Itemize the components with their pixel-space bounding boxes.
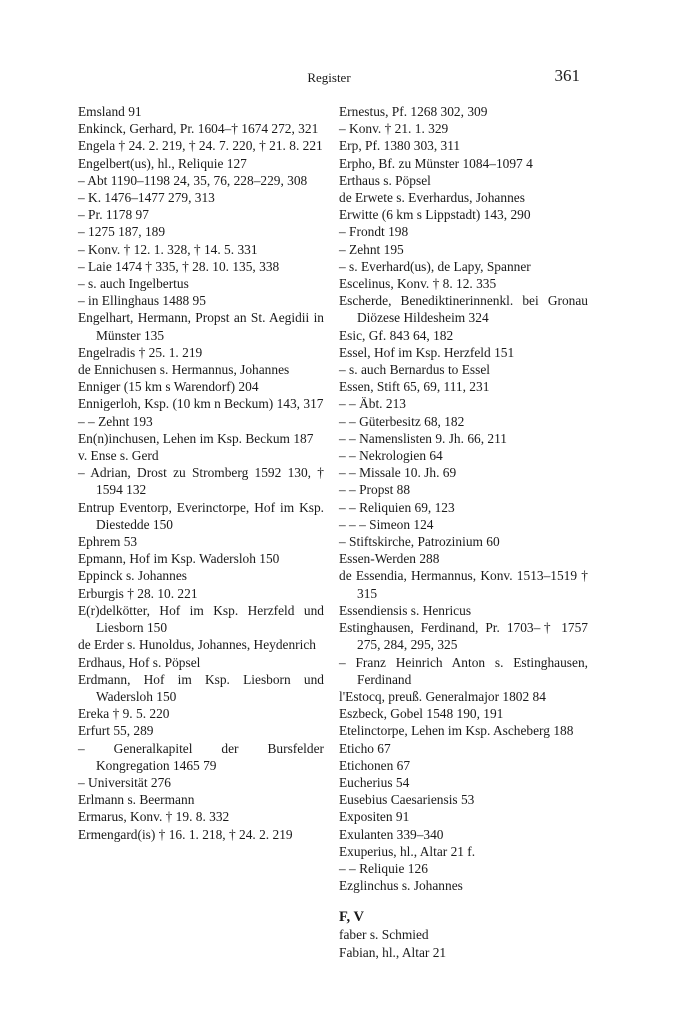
index-entry: Essen, Stift 65, 69, 111, 231 [339,379,490,395]
index-entry: Eucherius 54 [339,774,410,790]
index-entry: Exuperius, hl., Altar 21 f. [339,843,476,859]
index-entry: Eppinck s. Johannes [78,568,187,584]
index-entry: Escelinus, Konv. † 8. 12. 335 [339,276,497,292]
index-entry: Erthaus s. Pöpsel [339,172,431,188]
index-entry: – 1275 187, 189 [78,224,166,240]
index-entry: – s. auch Bernardus to Essel [339,362,490,378]
index-entry: Etelinctorpe, Lehen im Ksp. Ascheberg 188 [339,723,574,739]
index-entry: – Laie 1474 † 335, † 28. 10. 135, 338 [78,258,280,274]
index-entry: Expositen 91 [339,809,410,825]
index-entry: Engelradis † 25. 1. 219 [78,344,203,360]
index-entry: Ermengard(is) † 16. 1. 218, † 24. 2. 219 [78,826,293,842]
index-entry: v. Ense s. Gerd [78,448,159,464]
index-entry: Etichonen 67 [339,757,411,773]
index-entry: Essendiensis s. Henricus [339,602,472,618]
index-entry: Ezglinchus s. Johannes [339,878,463,894]
section-heading: F, V [339,909,364,926]
index-entry: – – Reliquie 126 [339,860,428,876]
index-entry: Engela † 24. 2. 219, † 24. 7. 220, † 21. 8. 221 [78,138,323,154]
index-entry: Ephrem 53 [78,534,138,550]
index-entry: – – Reliquien 69, 123 [339,499,455,515]
index-entry: faber s. Schmied [339,927,429,943]
index-entry: Escherde, Benediktinerinnenkl. bei Gronau Diözese Hildesheim 324 [339,293,588,326]
index-entry: Erburgis † 28. 10. 221 [78,585,198,601]
index-entry: de Erder s. Hunoldus, Johannes, Heydenrich [78,637,316,653]
index-entry: – Adrian, Drost zu Stromberg 1592 130, † 1594 132 [78,465,324,498]
index-entry: Ermarus, Konv. † 19. 8. 332 [78,809,230,825]
index-entry: Enkinck, Gerhard, Pr. 1604–† 1674 272, 321 [78,121,319,137]
index-entry: – – Güterbesitz 68, 182 [339,413,465,429]
index-entry: de Erwete s. Everhardus, Johannes [339,190,525,206]
running-head: Register [307,70,351,85]
index-entry: – Konv. † 12. 1. 328, † 14. 5. 331 [78,241,258,257]
index-entry: Engelbert(us), hl., Reliquie 127 [78,155,247,171]
index-entry: l'Estocq, preuß. Generalmajor 1802 84 [339,688,546,704]
page-number: 361 [554,66,580,85]
index-entry: Erp, Pf. 1380 303, 311 [339,138,461,154]
index-entry: Fabian, hl., Altar 21 [339,944,447,960]
index-entry: – – Äbt. 213 [339,396,406,412]
index-entry: Exulanten 339–340 [339,826,444,842]
index-entry: – Zehnt 195 [339,241,404,257]
index-entry: – Universität 276 [78,774,171,790]
index-entry: Erdmann, Hof im Ksp. Liesborn und Wadersloh 150 [78,671,324,704]
index-entry: Eticho 67 [339,740,391,756]
index-entry: Emsland 91 [78,104,142,119]
index-entry: – – Missale 10. Jh. 69 [339,465,457,481]
index-entry: Ernestus, Pf. 1268 302, 309 [339,104,488,119]
index-entry: – – Namenslisten 9. Jh. 66, 211 [339,430,507,446]
index-entry: Enniger (15 km s Warendorf) 204 [78,379,259,395]
index-entry: Erlmann s. Beermann [78,792,195,808]
index-entry: Epmann, Hof im Ksp. Wadersloh 150 [78,551,280,567]
index-entry: Estinghausen, Ferdinand, Pr. 1703–† 1757 275, 284, 295, 325 [339,620,588,653]
index-entry: – Pr. 1178 97 [78,207,149,223]
index-entry: Erfurt 55, 289 [78,723,154,739]
index-entry: – in Ellinghaus 1488 95 [78,293,206,309]
index-entry: En(n)inchusen, Lehen im Ksp. Beckum 187 [78,430,314,446]
index-entry: – s. Everhard(us), de Lapy, Spanner [339,258,531,274]
index-entry: Erpho, Bf. zu Münster 1084–1097 4 [339,155,533,171]
index-entry: Essen-Werden 288 [339,551,440,567]
index-entry: – – – Simeon 124 [339,516,434,532]
index-entry: Eusebius Caesariensis 53 [339,792,475,808]
index-entry: – s. auch Ingelbertus [78,276,189,292]
index-entry: Engelhart, Hermann, Propst an St. Aegidii in Münster 135 [78,310,324,343]
index-column-left [78,103,324,843]
index-entry: Essel, Hof im Ksp. Herzfeld 151 [339,344,515,360]
index-entry: – Generalkapitel der Bursfelder Kongregation 1465 79 [78,740,324,773]
index-entry: Esic, Gf. 843 64, 182 [339,327,454,343]
index-entry: Ennigerloh, Ksp. (10 km n Beckum) 143, 317 [78,396,324,412]
index-entry: Erdhaus, Hof s. Pöpsel [78,654,201,670]
index-entry: – Stiftskirche, Patrozinium 60 [339,534,500,550]
index-entries-right [339,103,588,894]
index-entry: de Ennichusen s. Hermannus, Johannes [78,362,290,378]
index-entry: – Konv. † 21. 1. 329 [339,121,449,137]
index-entry: de Essendia, Hermannus, Konv. 1513–1519 † 315 [339,568,588,601]
index-entry: – Frondt 198 [339,224,409,240]
index-entry: – – Propst 88 [339,482,411,498]
index-entry: Ereka † 9. 5. 220 [78,706,170,722]
index-entry: Erwitte (6 km s Lippstadt) 143, 290 [339,207,531,223]
index-entry: – Franz Heinrich Anton s. Estinghausen, Ferdinand [339,654,588,687]
index-entry: E(r)delkötter, Hof im Ksp. Herzfeld und Liesborn 150 [78,602,324,636]
section-entries [339,926,588,960]
index-entry: – – Zehnt 193 [78,413,153,429]
index-entry: – – Nekrologien 64 [339,448,443,464]
index-entry: – Abt 1190–1198 24, 35, 76, 228–229, 308 [78,172,308,188]
index-column-right [339,103,588,961]
index-entry: Eszbeck, Gobel 1548 190, 191 [339,706,504,722]
index-entry: – K. 1476–1477 279, 313 [78,190,215,206]
index-entry: Entrup Eventorp, Everinctorpe, Hof im Ksp. Diestedde 150 [78,499,324,532]
page-header [78,66,580,86]
